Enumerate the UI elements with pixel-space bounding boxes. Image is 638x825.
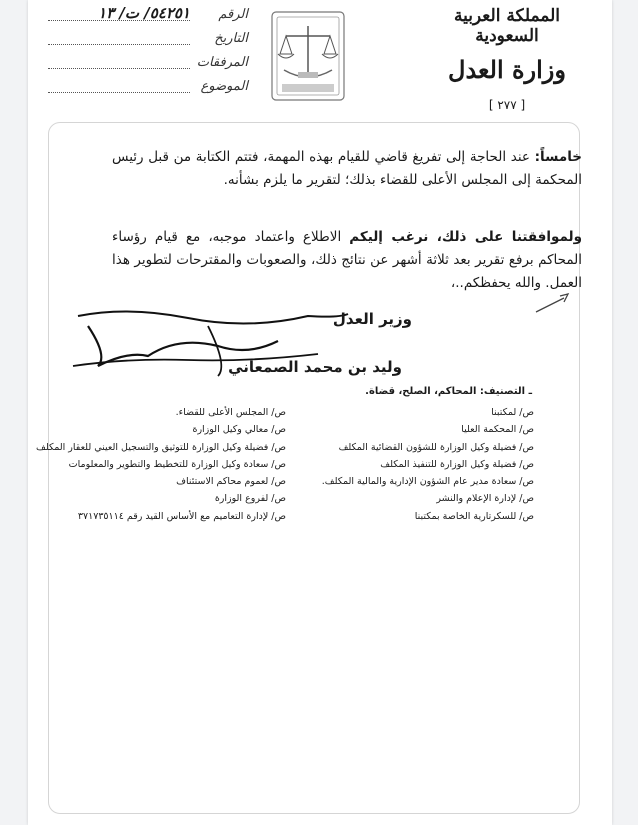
distribution-item: ص/ لعموم محاكم الاستئناف [176, 476, 286, 488]
paragraph-approval [112, 226, 582, 295]
letterhead-right [432, 6, 582, 112]
subject-field [48, 74, 248, 98]
distribution-left-column [36, 404, 286, 525]
attachments-label: المرفقات [196, 54, 248, 70]
number-value: ٥٤٢٥١/ ت/ ١٣ [98, 3, 190, 22]
number-field [48, 2, 248, 26]
distribution-item: ص/ معالي وكيل الوزارة [192, 424, 286, 436]
paragraph-approval-text: الاطلاع واعتماد موجبه، مع قيام رؤساء المحاكم برفع تقرير بعد ثلاثة أشهر عن نتائج ذلك، والصعوبات والمقترحات لتطوير هذا العمل. والله يحفظكم..، [112, 229, 582, 291]
distribution-item: ص/ المجلس الأعلى للقضاء. [175, 407, 286, 418]
distribution-item: ص/ لإدارة الإعلام والنشر [436, 493, 534, 505]
attachments-field [48, 50, 248, 74]
distribution-item: ص/ لمكتبنا [491, 407, 534, 418]
distribution-item: ص/ سعادة مدير عام الشؤون الإدارية والمالية المكلف. [321, 476, 534, 488]
paragraph-fifth [112, 146, 582, 192]
paragraph-fifth-lead: خامساً: [534, 149, 582, 165]
ministry-title: وزارة العدل [448, 55, 566, 84]
pen-mark-icon [534, 292, 574, 316]
distribution-item: ص/ سعادة وكيل الوزارة للتخطيط والتطوير والمعلومات [68, 458, 286, 470]
distribution-item: ص/ المحكمة العليا [461, 424, 534, 436]
kingdom-title: المملكة العربية السعودية [453, 6, 561, 46]
distribution-item: ص/ للسكرتارية الخاصة بمكتبنا [414, 510, 534, 522]
distribution-right-column [304, 404, 534, 525]
distribution-item: ص/ لإدارة التعاميم مع الأساس القيد رقم ٣٧١٧٣٥١١٤ [77, 510, 286, 522]
reference-number: [ ٢٧٧ ] [488, 98, 526, 112]
distribution-item: ص/ فضيلة وكيل الوزارة للتنفيذ المكلف [380, 458, 534, 470]
subject-label: الموضوع [200, 78, 248, 94]
paragraph-approval-lead: ولموافقتنا على ذلك، نرغب إليكم [349, 229, 583, 245]
letterhead-fields [48, 2, 248, 98]
date-field [48, 26, 248, 50]
date-label: التاريخ [214, 30, 248, 46]
document-page [28, 0, 612, 825]
classification-heading: ـ التصنيف: المحاكم، الصلح، قضاة. [365, 386, 532, 397]
distribution-item: ص/ لفروع الوزارة [214, 493, 286, 505]
distribution-item: ص/ فضيلة وكيل الوزارة للتوثيق والتسجيل العيني للعقار المكلف [36, 441, 286, 453]
ministry-emblem-icon [268, 10, 348, 102]
signatory-title: وزير العدل [332, 310, 412, 328]
signatory-name: وليد بن محمد الصمعاني [228, 358, 402, 376]
paragraph-fifth-text: عند الحاجة إلى تفريغ قاضي للقيام بهذه المهمة، فتتم الكتابة من قبل رئيس المحكمة إلى المجلس الأعلى للقضاء بذلك؛ لتقرير ما يلزم بشأنه. [112, 149, 582, 188]
number-label: الرقم [218, 6, 248, 22]
distribution-item: ص/ فضيلة وكيل الوزارة للشؤون القضائية المكلف [338, 441, 534, 453]
